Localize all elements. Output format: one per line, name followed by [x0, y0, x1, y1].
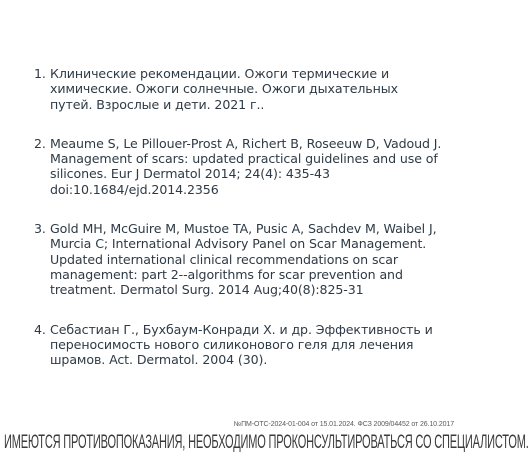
reference-item: [34, 322, 444, 368]
reference-item: [34, 136, 444, 197]
references-list: [34, 66, 444, 367]
reference-text: Gold MH, McGuire M, Mustoe TA, Pusic A, Sachdev M, Waibel J, Murcia C; International Advisory Panel on Scar Management. Updated international clinical recommendations on scar management: part 2--algorithms for scar prevention and treatment. Dermatol Surg. 2014 Aug;40(8):825-31: [50, 221, 437, 298]
registration-number: №ПМ-ОТС-2024-01-004 от 15.01.2024. ФСЗ 2009/04452 от 26.10.2017: [233, 421, 454, 428]
contraindication-warning: ИМЕЮТСЯ ПРОТИВОПОКАЗАНИЯ, НЕОБХОДИМО ПРОКОНСУЛЬТИРОВАТЬСЯ СО СПЕЦИАЛИСТОМ.: [4, 432, 529, 453]
reference-text: Клинические рекомендации. Ожоги термические и химические. Ожоги солнечные. Ожоги дыхательных путей. Взрослые и дети. 2021 г..: [50, 66, 398, 112]
reference-item: [34, 221, 444, 297]
reference-item: [34, 66, 444, 112]
reference-text: Себастиан Г., Бухбаум-Конради Х. и др. Эффективность и переносимость нового силиконового геля для лечения шрамов. Act. Dermatol. 2004 (30).: [50, 321, 433, 368]
reference-number: 2.: [34, 135, 46, 151]
reference-text: Meaume S, Le Pillouer-Prost A, Richert B, Roseeuw D, Vadoud J. Management of scars: updated practical guidelines and use of silicones. Eur J Dermatol 2014; 24(4): 435-43 doi:10.1684/ejd.2014.2356: [50, 135, 442, 197]
reference-number: 3.: [34, 221, 46, 237]
reference-number: 4.: [34, 321, 46, 337]
reference-number: 1.: [34, 66, 46, 81]
